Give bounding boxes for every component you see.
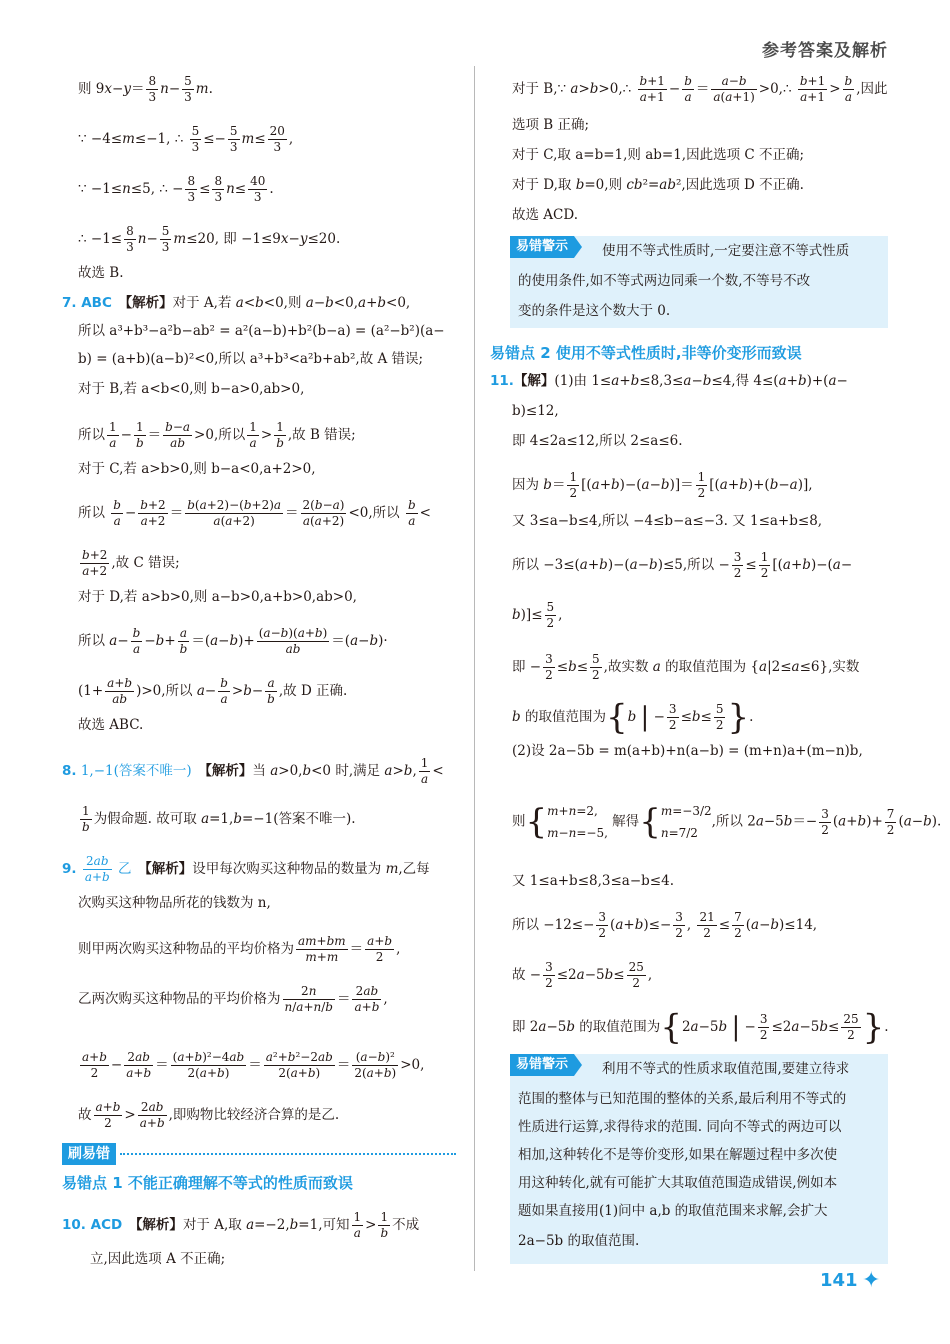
line-l23: $\frac{a+b}{2}$ − $\frac{2ab}{a+b}$ ＝ $\frac{\text{(a+b)²−4ab}}{2(a+b)}$ ＝ $\frac{\text{a²+b²−2ab}}{2(a+b)}$ ＝ $\frac{\text{(a−b)²}}{2(a+b)}$ >0,	[82, 1050, 425, 1080]
line-r2-2: 即 4≤2a≤12,所以 2≤a≤6.	[512, 433, 683, 449]
line-l0: 则 9x−y＝ $\frac{8}{3}$ n− $\frac{5}{3}$ m.	[78, 74, 213, 104]
line-l7: b) = (a+b)(a−b)²<0,所以 a³+b³<a²b+ab²,故 A 错误;	[78, 351, 424, 367]
warn2-line-2: 性质进行运算,求得待求的范围. 同向不等式的两边可以	[518, 1119, 842, 1135]
error-point-2: 易错点 2 使用不等式性质时,非等价变形而致误	[490, 344, 802, 362]
line-l22: 乙两次购买这种物品的平均价格为 $\frac{2n}{n/a+n/b}$ ＝ $\frac{2ab}{a+b}$ ,	[78, 984, 388, 1014]
q9-line: 9. $\frac{2ab}{a+b}$ 乙 【解析】设甲每次购买这种物品的数量为 m,乙每	[62, 854, 430, 884]
line-r4: 故选 ACD.	[512, 207, 579, 223]
line-l11: 所以 $\frac{b}{a}$ − $\frac{b+2}{a+2}$ ＝ $\frac{b(a+2)-(b+2)a}{a(a+2)}$ ＝ $\frac{2(b-a)}{a(a+2)}$ <0,所以 $\frac{b}{a}$ <	[78, 498, 431, 528]
line-l2: ∵ −1≤n≤5, ∴ − $\frac{8}{3}$ ≤ $\frac{8}{3}$ n≤ $\frac{40}{3}$ .	[78, 174, 274, 204]
column-divider	[474, 66, 475, 1271]
line-l20: 次购买这种物品所花的钱数为 n,	[78, 895, 271, 911]
warn2-line-4: 用这种转化,就有可能扩大其取值范围造成错误,例如本	[518, 1175, 838, 1191]
line-l1: ∵ −4≤m≤−1, ∴ $\frac{5}{3}$ ≤− $\frac{5}{3}$ m≤ $\frac{20}{3}$ ,	[78, 124, 294, 154]
page-number: 141	[820, 1270, 858, 1291]
line-r2-11: 又 1≤a+b≤8,3≤a−b≤4.	[512, 873, 674, 889]
line-lt1: 立,因此选项 A 不正确;	[90, 1251, 226, 1267]
line-l12: $\frac{b+2}{a+2}$ ,故 C 错误;	[82, 548, 180, 578]
line-l9: 所以 $\frac{1}{a}$ − $\frac{1}{b}$ ＝ $\frac{b-a}{ab}$ >0,所以 $\frac{1}{a}$ > $\frac{1}{b}$ ,故 B 错误;	[78, 420, 356, 450]
warn2-line-0: 利用不等式的性质求取值范围,要建立待求	[602, 1061, 850, 1077]
warning-tag-1: 易错警示	[510, 236, 574, 258]
line-l4: 故选 B.	[78, 265, 124, 281]
line-r3: 对于 D,取 b=0,则 cb²=ab²,因此选项 D 不正确.	[512, 177, 804, 193]
warning-box-1	[510, 236, 888, 328]
line-r2-6: b)]≤ $\frac{5}{2}$ ,	[512, 600, 563, 630]
q10-line: 10. ACD 【解析】对于 A,取 a=−2,b=1,可知 $\frac{1}{a}$ > $\frac{1}{b}$ 不成	[62, 1210, 420, 1240]
warn2-line-5: 题如果直接用(1)问中 a,b 的取值范围来求解,会扩大	[518, 1203, 828, 1219]
error-point-1: 易错点 1 不能正确理解不等式的性质而致误	[62, 1174, 353, 1192]
line-r2-12: 所以 −12≤− $\frac{3}{2}$ (a+b)≤− $\frac{3}{2}$ , $\frac{21}{2}$ ≤ $\frac{7}{2}$ (a−b)≤14,	[512, 910, 818, 940]
line-l10: 对于 C,若 a>b>0,则 b−a<0,a+2>0,	[78, 461, 316, 477]
line-r2-9: (2)设 2a−5b = m(a+b)+n(a−b) = (m+n)a+(m−n)b,	[512, 743, 863, 759]
header-title: 参考答案及解析	[762, 41, 888, 61]
line-l24: 故 $\frac{a+b}{2}$ > $\frac{2ab}{a+b}$ ,即购物比较经济合算的是乙.	[78, 1100, 340, 1130]
sparkle-icon: ✦	[862, 1268, 881, 1293]
section-divider	[120, 1153, 456, 1155]
line-l15: (1+ $\frac{a+b}{ab}$ )>0,所以 a− $\frac{b}{a}$ >b− $\frac{a}{b}$ ,故 D 正确.	[78, 676, 348, 706]
warn1-line-2: 变的条件是这个数大于 0.	[518, 303, 671, 319]
line-r2-10: 则{m+n=2, m−n=−5, 解得{m=−3/2 n=7/2,所以 2a−5b＝− $\frac{3}{2}$ (a+b)+ $\frac{7}{2}$ (a−b).	[512, 802, 942, 842]
line-r2-5: 所以 −3≤(a+b)−(a−b)≤5,所以 − $\frac{3}{2}$ ≤ $\frac{1}{2}$ [(a+b)−(a−	[512, 550, 853, 580]
section-badge: 刷易错	[62, 1143, 116, 1165]
q11-line: 11.【解】(1)由 1≤a+b≤8,3≤a−b≤4,得 4≤(a+b)+(a−	[490, 373, 848, 389]
line-r2-7: 即 − $\frac{3}{2}$ ≤b≤ $\frac{5}{2}$ ,故实数 a 的取值范围为 {a|2≤a≤6},实数	[512, 652, 860, 682]
line-r1: 选项 B 正确;	[512, 117, 590, 133]
q8-line: 8. 1,−1(答案不唯一) 【解析】当 a>0,b<0 时,满足 a>b, $\frac{1}{a}$ <	[62, 756, 444, 786]
line-l8: 对于 B,若 a<b<0,则 b−a>0,ab>0,	[78, 381, 305, 397]
warn2-line-6: 2a−5b 的取值范围.	[518, 1233, 640, 1249]
line-l13: 对于 D,若 a>b>0,则 a−b>0,a+b>0,ab>0,	[78, 589, 357, 605]
warn2-line-1: 范围的整体与已知范围的整体的关系,最后利用不等式的	[518, 1091, 847, 1107]
line-r2-8: b 的取值范围为{b | − $\frac{3}{2}$ ≤b≤ $\frac{5}{2}$ }.	[512, 697, 754, 738]
warning-box-2	[510, 1054, 888, 1264]
line-r2-3: 因为 b＝ $\frac{1}{2}$ [(a+b)−(a−b)]＝ $\frac{1}{2}$ [(a+b)+(b−a)],	[512, 470, 813, 500]
line-l6: 所以 a³+b³−a²b−ab² = a²(a−b)+b²(b−a) = (a²−b²)(a−	[78, 323, 445, 339]
line-l3: ∴ −1≤ $\frac{8}{3}$ n− $\frac{5}{3}$ m≤20, 即 −1≤9x−y≤20.	[78, 224, 341, 254]
line-l21: 则甲两次购买这种物品的平均价格为 $\frac{am+bm}{m+m}$ ＝ $\frac{a+b}{2}$ ,	[78, 934, 401, 964]
warn1-line-1: 的使用条件,如不等式两边同乘一个数,不等号不改	[518, 273, 811, 289]
warn2-line-3: 相加,这种转化不是等价变形,如果在解题过程中多次使	[518, 1147, 838, 1163]
line-r2-1: b)≤12,	[512, 403, 559, 419]
line-l18: $\frac{1}{b}$ 为假命题. 故可取 a=1,b=−1(答案不唯一).	[82, 804, 356, 834]
line-r2-13: 故 − $\frac{3}{2}$ ≤2a−5b≤ $\frac{25}{2}$ ,	[512, 960, 653, 990]
q7-line: 7. ABC 【解析】对于 A,若 a<b<0,则 a−b<0,a+b<0,	[62, 295, 411, 311]
line-l16: 故选 ABC.	[78, 717, 144, 733]
line-r2: 对于 C,取 a=b=1,则 ab=1,因此选项 C 不正确;	[512, 147, 805, 163]
warning-tag-2: 易错警示	[510, 1054, 574, 1076]
line-r0: 对于 B,∵ a>b>0,∴ $\frac{b+1}{a+1}$ − $\frac{b}{a}$ ＝ $\frac{a-b}{a(a+1)}$ >0,∴ $\frac{b+1}{a+1}$ > $\frac{b}{a}$ ,因此	[512, 74, 888, 104]
line-r2-4: 又 3≤a−b≤4,所以 −4≤b−a≤−3. 又 1≤a+b≤8,	[512, 513, 823, 529]
line-l14: 所以 a− $\frac{b}{a}$ −b+ $\frac{a}{b}$ ＝(a−b)+ $\frac{(a-b)(a+b)}{ab}$ ＝(a−b)·	[78, 626, 388, 656]
warn1-line-0: 使用不等式性质时,一定要注意不等式性质	[602, 243, 850, 259]
line-r2-14: 即 2a−5b 的取值范围为{2a−5b | − $\frac{3}{2}$ ≤2a−5b≤ $\frac{25}{2}$ }.	[512, 1007, 889, 1048]
